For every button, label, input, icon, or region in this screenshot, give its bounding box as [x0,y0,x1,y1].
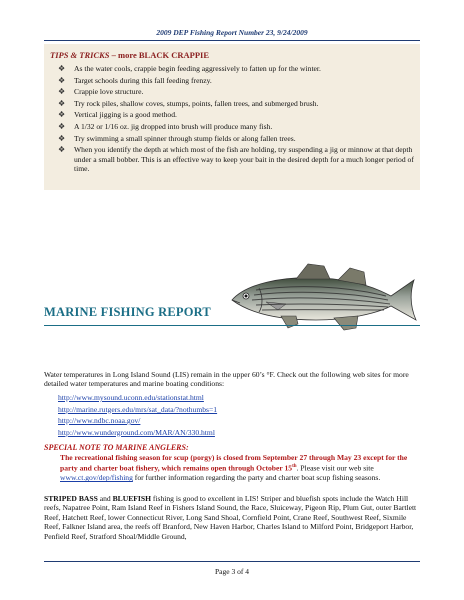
dep-fishing-link[interactable]: www.ct.gov/dep/fishing [60,473,133,483]
striped-bass-label: STRIPED BASS [44,494,98,503]
header-rule [44,40,420,41]
tip-text: When you identify the depth at which most of the fish are holding, try suspending a jig or minnow at that depth under a small bobber. This is an effective way to keep your bait in the desired depth for a much longer period of time. [74,145,414,173]
tip-item [58,76,414,85]
link-rutgers[interactable]: http://marine.rutgers.edu/mrs/sat_data/?nothumbs=1 [58,404,218,414]
page-number: Page 3 of 4 [215,567,249,576]
water-temp-paragraph: Water temperatures in Long Island Sound (LIS) remain in the upper 60’s °F. Check out the following web sites for more detailed water temperatures and marine boating conditions: [44,370,409,389]
striped-bass-illustration [226,258,421,338]
bluefish-label: BLUEFISH [112,494,151,503]
diamond-bullet-icon: ❖ [58,64,66,73]
diamond-bullet-icon: ❖ [58,98,66,108]
section-rule [44,325,420,326]
note-text-end: for further information regarding the party and charter boat scup fishing seasons. [132,473,381,483]
diamond-bullet-icon: ❖ [58,87,66,97]
special-note-body [60,453,420,483]
special-note-title: SPECIAL NOTE TO MARINE ANGLERS: [44,443,189,452]
diamond-bullet-icon: ❖ [58,75,66,85]
link-list [58,392,217,438]
tip-item [58,134,414,143]
tip-text: Try rock piles, shallow coves, stumps, points, fallen trees, and submerged brush. [74,98,319,108]
footer-rule [44,561,420,562]
note-text: . Please visit our web site [296,463,374,473]
tips-title-rest: – more BLACK CRAPPIE [109,50,210,60]
striped-bass-paragraph [44,494,420,541]
marine-section-title: MARINE FISHING REPORT [44,305,211,319]
link-wunderground[interactable]: http://www.wunderground.com/MAR/AN/330.html [58,427,215,437]
tip-item [58,122,414,131]
tips-title-em: TIPS & TRICKS [50,50,110,60]
diamond-bullet-icon: ❖ [58,133,66,143]
tip-text: Crappie love structure. [74,87,144,97]
scup-closure-sup: th [292,464,297,470]
tip-text: Try swimming a small spinner through stump fields or along fallen trees. [74,133,296,143]
tip-item [58,145,414,173]
tips-list [50,64,414,173]
diamond-bullet-icon: ❖ [58,121,66,131]
report-header: 2009 DEP Fishing Report Number 23, 9/24/2009 [156,28,308,37]
tip-item [58,99,414,108]
and-text: and [97,494,113,503]
tip-text: A 1/32 or 1/16 oz. jig dropped into brush will produce many fish. [74,121,273,131]
scup-closure-text: The recreational fishing season for scup (porgy) is closed from September 27 through May 23 except for the party and charter boat fishery, which remains open through October 15 [60,453,408,473]
tip-text: Target schools during this fall feeding frenzy. [74,75,212,85]
diamond-bullet-icon: ❖ [58,145,66,155]
tip-text: Vertical jigging is a good method. [74,110,177,120]
link-ndbc[interactable]: http://www.ndbc.noaa.gov/ [58,416,141,425]
tip-item [58,87,414,96]
tip-item [58,64,414,73]
tips-box [44,44,420,190]
tip-text: As the water cools, crappie begin feeding aggressively to fatten up for the winter. [74,64,321,73]
striped-bass-text: fishing is good to excellent in LIS! Striper and bluefish spots include the Watch Hill reefs, Napatree Point, Ram Island Reef in Fishers Island Sound, the Race, Sluiceway, Pigeon Rip, Plum Gut, outer Bartlett Reef, Hatchett Reef, lower Connecticut River, Long Sand Shoal, Cornfield Point, Crane Reef, Southwest Reef, Sixmile Reef, Falkner Island area, the reefs off Branford, New Haven Harbor, Charles Island to Milford Point, Bridgeport Harbor, Penfield Reef, Stratford Shoal/Middle Ground, [44,494,417,541]
link-mysound[interactable]: http://www.mysound.uconn.edu/stationstat.html [58,393,204,402]
tips-title [50,50,414,60]
diamond-bullet-icon: ❖ [58,110,66,120]
tip-item [58,110,414,119]
